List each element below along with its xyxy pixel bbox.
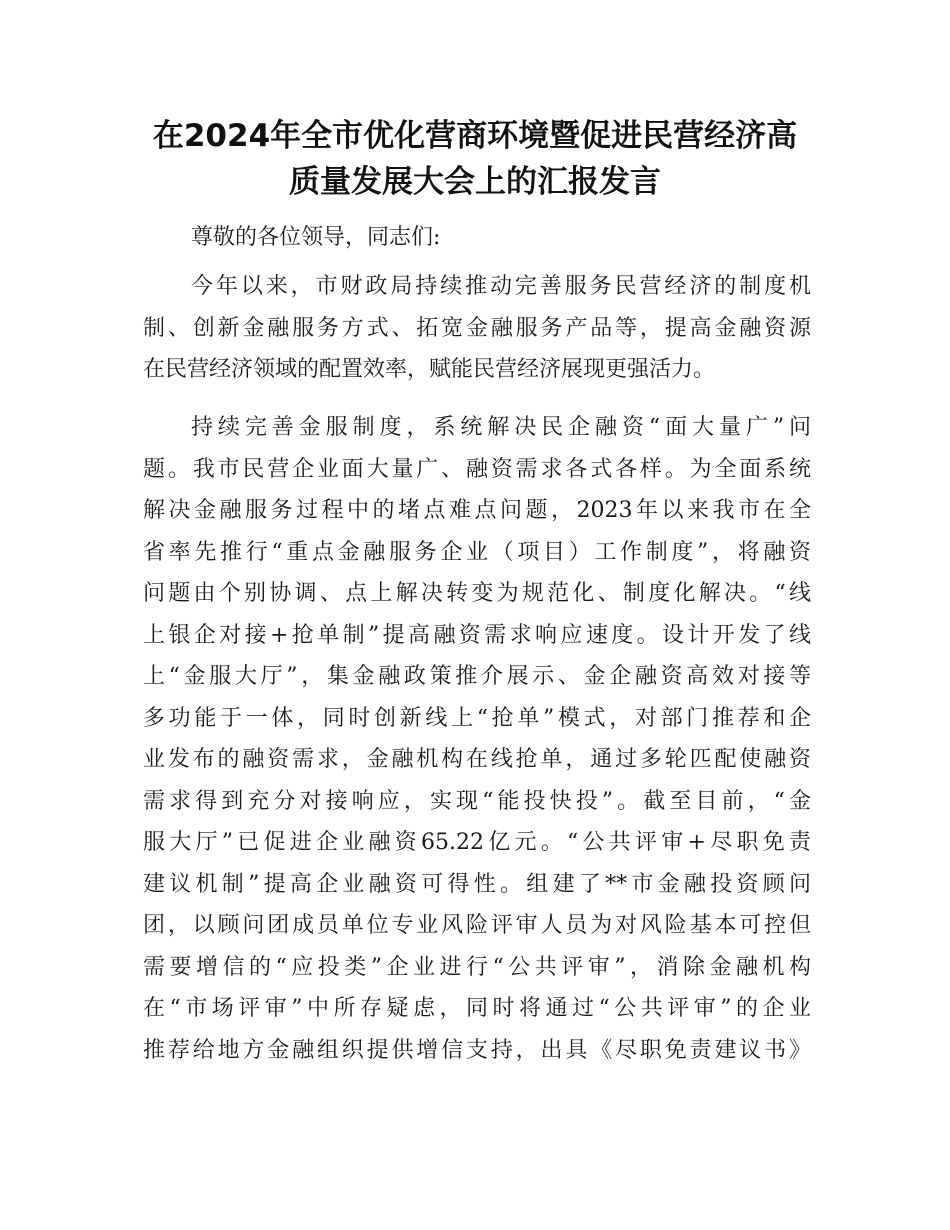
paragraph-line: 制、创新金融服务方式、拓宽金融服务产品等，提高金融资源 [143,315,811,341]
paragraph-line: 上银企对接+抢单制”提高融资需求响应速度。设计开发了线 [143,622,811,648]
paragraph-1 [143,266,811,391]
paragraph-line: 业发布的融资需求，金融机构在线抢单，通过多轮匹配使融资 [143,747,811,772]
paragraph-line: 团，以顾问团成员单位专业风险评审人员为对风险基本可控但 [143,913,811,938]
paragraph-line: 建议机制”提高企业融资可得性。组建了**市金融投资顾问 [143,871,811,897]
document-title-line-2: 质量发展大会上的汇报发言 [289,164,661,200]
paragraph-line: 需要增信的“应投类”企业进行“公共评审”，消除金融机构 [143,954,811,980]
paragraph-line: 问题由个别协调、点上解决转变为规范化、制度化解决。“线 [143,581,811,606]
salutation: 尊敬的各位领导，同志们: [191,225,441,250]
paragraph-line: 在民营经济领域的配置效率，赋能民营经济展现更强活力。 [143,357,716,382]
paragraph-line: 需求得到充分对接响应，实现“能投快投”。截至目前，“金 [143,788,811,814]
paragraph-line: 推荐给地方金融组织提供增信支持，出具《尽职免责建议书》 [143,1037,811,1063]
paragraph-line: 在“市场评审”中所存疑虑，同时将通过“公共评审”的企业 [143,996,811,1021]
paragraph-2 [143,407,811,1071]
paragraph-line: 题。我市民营企业面大量广、融资需求各式各样。为全面系统 [143,456,811,482]
paragraph-line: 持续完善金服制度，系统解决民企融资“面大量广”问 [191,415,811,440]
paragraph-line: 服大厅”已促进企业融资65.22亿元。“公共评审+尽职免责 [143,830,811,855]
paragraph-line: 多功能于一体，同时创新线上“抢单”模式，对部门推荐和企 [143,705,811,731]
paragraph-line: 省率先推行“重点金融服务企业（项目）工作制度”，将融资 [143,539,811,565]
paragraph-line: 上“金服大厅”，集金融政策推介展示、金企融资高效对接等 [143,664,811,689]
paragraph-line: 解决金融服务过程中的堵点难点问题，2023年以来我市在全 [143,498,811,523]
document-title-line-1: 在2024年全市优化营商环境暨促进民营经济高 [152,118,798,154]
paragraph-line: 今年以来，市财政局持续推动完善服务民营经济的制度机 [191,274,811,299]
